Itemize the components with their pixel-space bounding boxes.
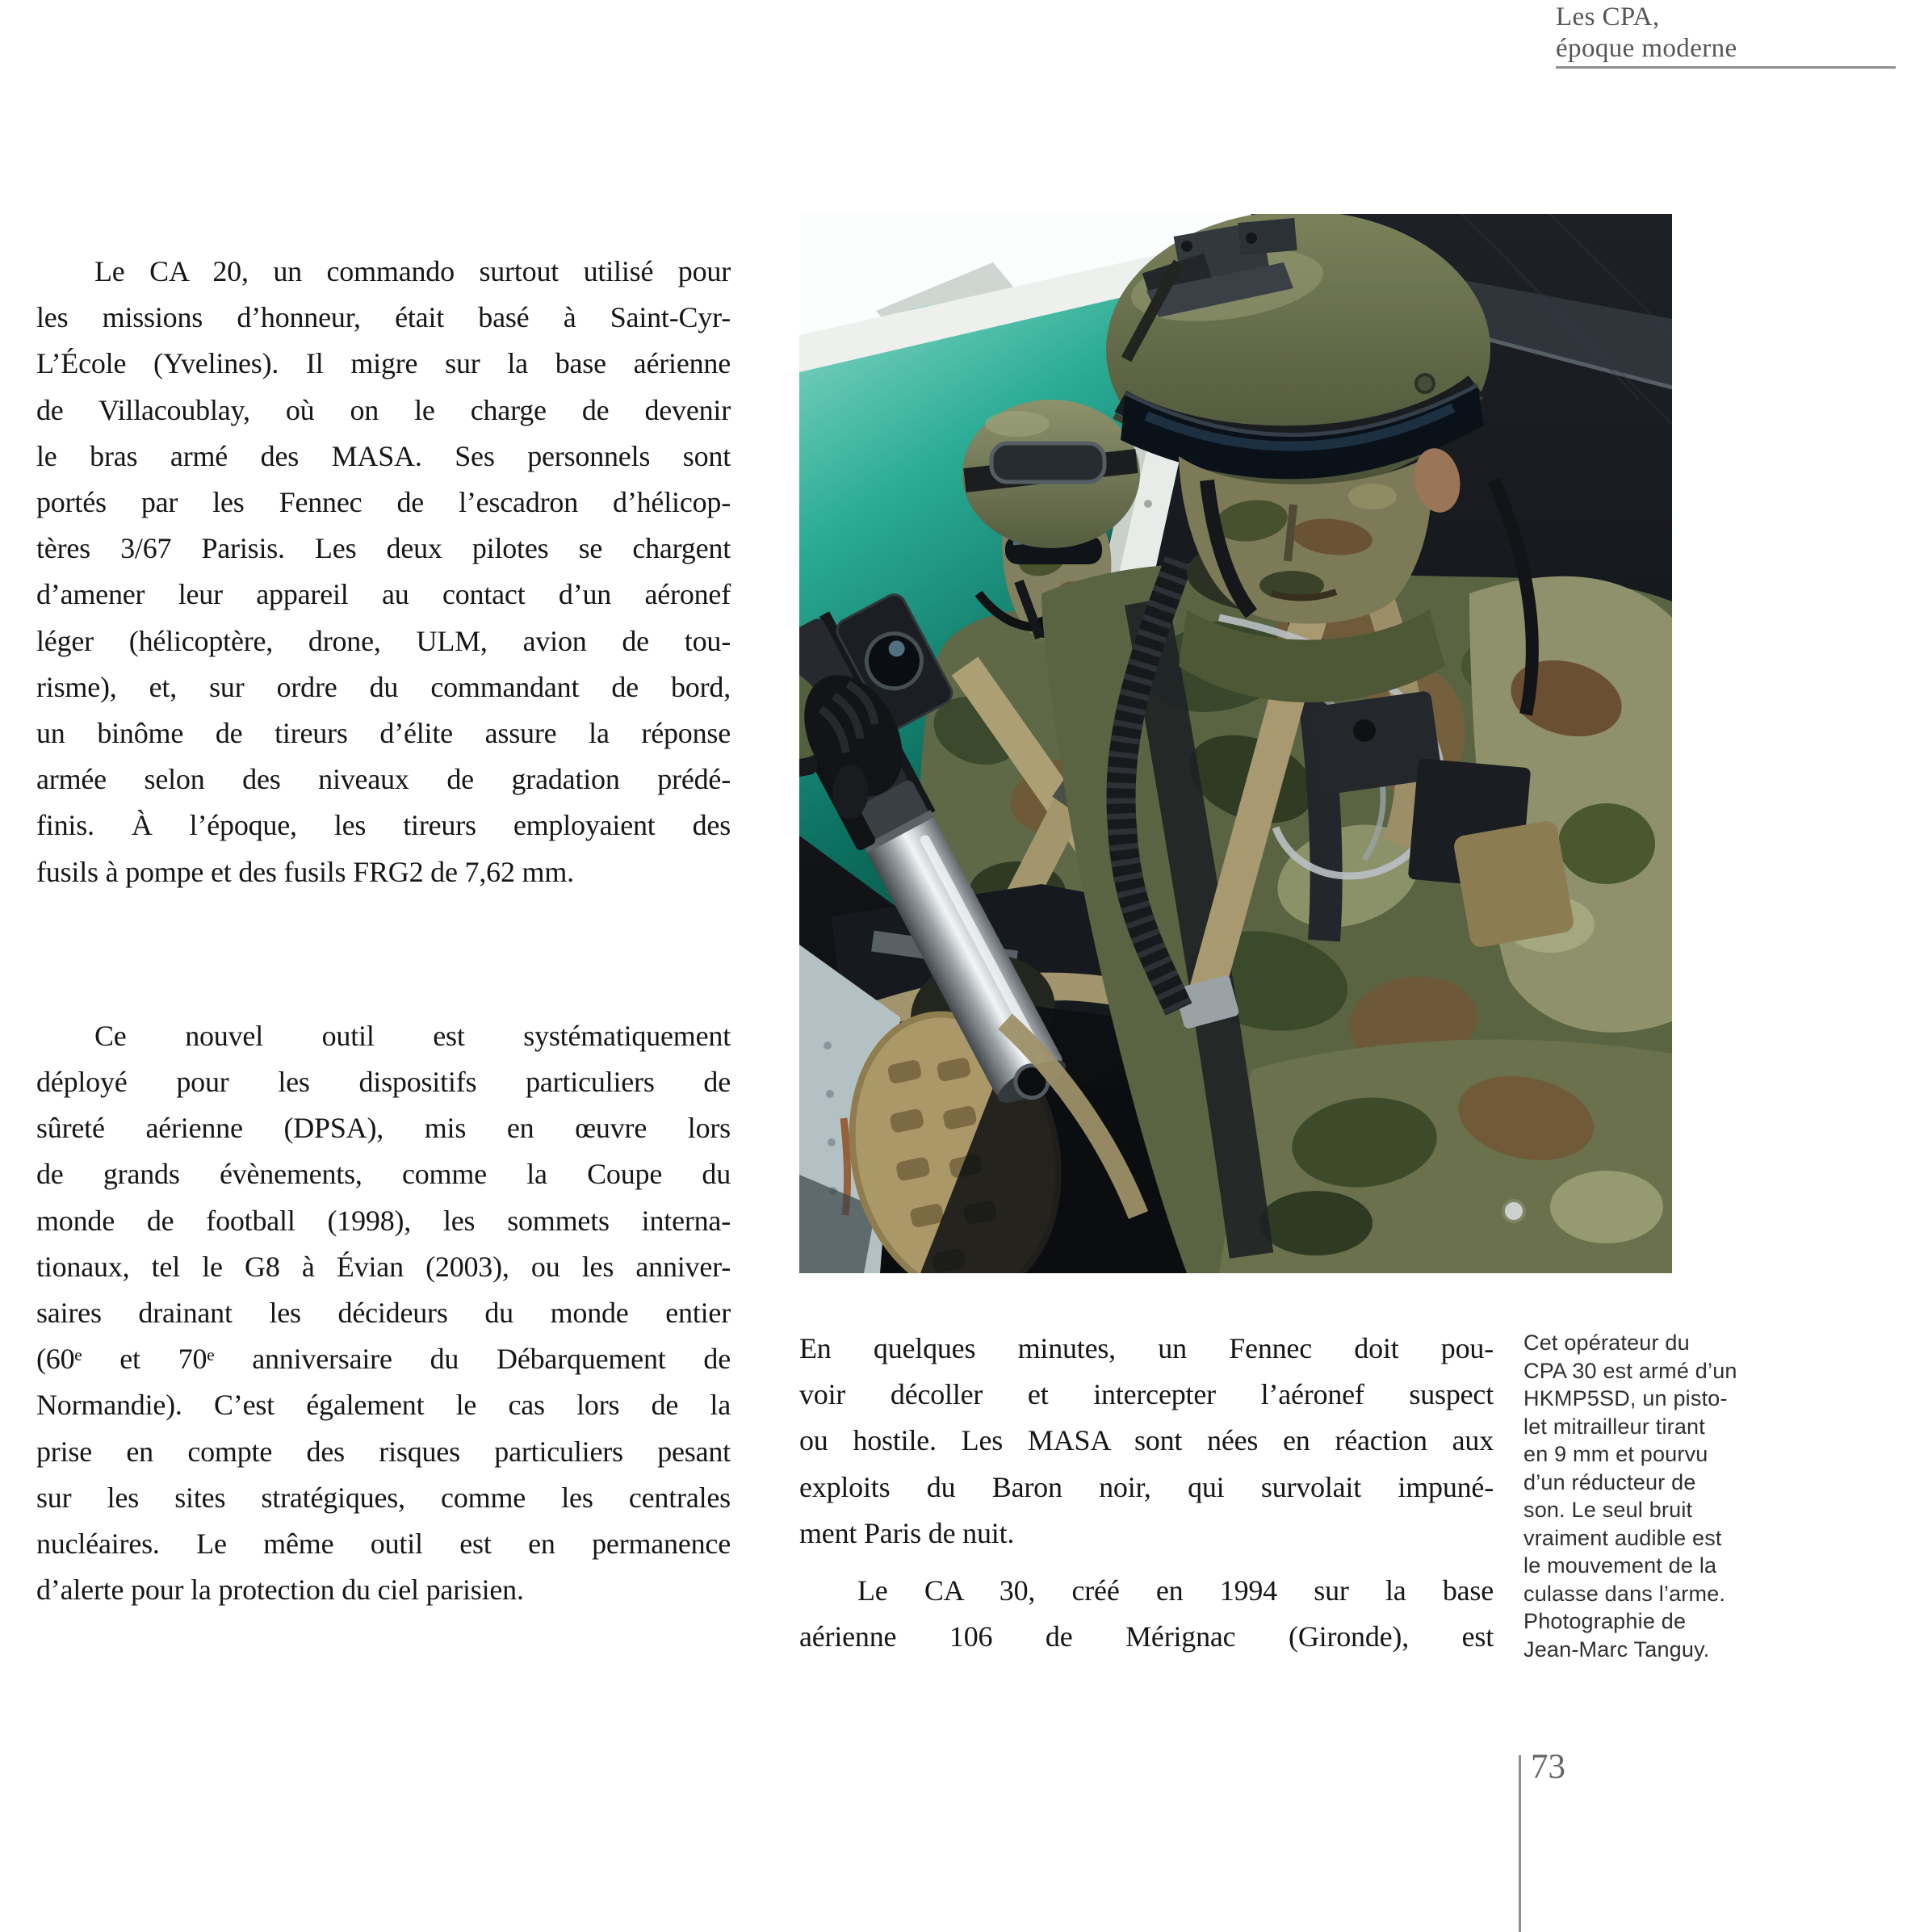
paragraph [36,249,731,895]
running-header-line2: époque moderne [1556,34,1737,63]
caption-line: Photographie de [1523,1609,1687,1633]
text-line: les missions d’honneur, était basé à Saint-Cyr- [36,301,731,334]
header-rule [1556,66,1896,69]
text-line: d’alerte pour la protection du ciel parisien. [36,1574,524,1607]
caption-line: HKMP5SD, un pisto- [1523,1386,1728,1410]
page-number: 73 [1531,1748,1565,1786]
text-line: de grands évènements, comme la Coupe du [36,1158,731,1191]
goggles [991,443,1104,482]
paragraph [799,1326,1494,1557]
photo-soldiers-helicopter [799,214,1672,1273]
below-photo-text-column [799,1326,1494,1660]
paragraph [36,1013,731,1614]
text-line: Le CA 20, un commando surtout utilisé pour [94,255,731,287]
text-line: déployé pour les dispositifs particuliers de [36,1066,731,1099]
photo-caption [1523,1329,1790,1663]
text-line: portés par les Fennec de l’escadron d’hélicop- [36,486,731,519]
text-line: léger (hélicoptère, drone, ULM, avion de tou- [36,624,731,657]
text-line: Ce nouvel outil est systématiquement [94,1019,731,1052]
text-line: voir décoller et intercepter l’aéronef suspect [799,1378,1494,1411]
text-line: sûreté aérienne (DPSA), mis en œuvre lors [36,1112,731,1145]
text-line: de Villacoublay, où on le charge de devenir [36,393,731,426]
text-line: Normandie). C’est également le cas lors de la [36,1389,731,1422]
text-line: exploits du Baron noir, qui survolait impuné- [799,1470,1494,1503]
caption-line: Jean-Marc Tanguy. [1523,1637,1710,1662]
caption-line: vraiment audible est [1523,1525,1722,1550]
text-line: tionaux, tel le G8 à Évian (2003), ou les anniver- [36,1250,731,1283]
text-line: (60ᵉ et 70ᵉ anniversaire du Débarquement de [36,1343,731,1376]
text-line: Le CA 30, créé en 1994 sur la base [857,1574,1494,1607]
left-text-column [36,249,731,1613]
page-number-rule [1519,1755,1521,1932]
text-line: nucléaires. Le même outil est en permanence [36,1528,731,1561]
text-line: monde de football (1998), les sommets interna- [36,1204,731,1237]
caption-line: Cet opérateur du [1523,1331,1690,1355]
text-line: ou hostile. Les MASA sont nées en réaction aux [799,1424,1494,1457]
running-header-line1: Les CPA, [1556,2,1660,31]
text-line: sur les sites stratégiques, comme les centrales [36,1481,731,1514]
text-line: ment Paris de nuit. [799,1516,1015,1549]
text-line: En quelques minutes, un Fennec doit pou- [799,1332,1494,1364]
text-line: un binôme de tireurs d’élite assure la réponse [36,717,731,750]
text-line: L’École (Yvelines). Il migre sur la base aérienne [36,347,731,380]
text-line: le bras armé des MASA. Ses personnels sont [36,439,731,472]
text-line: tères 3/67 Parisis. Les deux pilotes se chargent [36,532,731,565]
text-line: armée selon des niveaux de gradation prédé- [36,763,731,796]
text-line: saires drainant les décideurs du monde entier [36,1297,731,1330]
text-line: prise en compte des risques particuliers pesant [36,1435,731,1468]
text-line: aérienne 106 de Mérignac (Gironde), est [799,1620,1494,1653]
caption-line: son. Le seul bruit [1523,1498,1693,1522]
caption-line: let mitrailleur tirant [1523,1414,1705,1439]
caption-line: d’un réducteur de [1523,1469,1696,1494]
paragraph [799,1568,1494,1660]
caption-line: le mouvement de la [1523,1553,1717,1578]
text-line: finis. À l’époque, les tireurs employaient des [36,809,731,842]
photo-canvas [799,214,1672,1273]
text-line: d’amener leur appareil au contact d’un aéronef [36,578,731,611]
text-line: fusils à pompe et des fusils FRG2 de 7,62 mm. [36,855,574,888]
caption-line: en 9 mm et pourvu [1523,1442,1708,1466]
text-line: risme), et, sur ordre du commandant de bord, [36,670,731,703]
caption-line: culasse dans l’arme. [1523,1581,1726,1606]
caption-line: CPA 30 est armé d’un [1523,1358,1737,1383]
running-header [1556,2,1737,65]
